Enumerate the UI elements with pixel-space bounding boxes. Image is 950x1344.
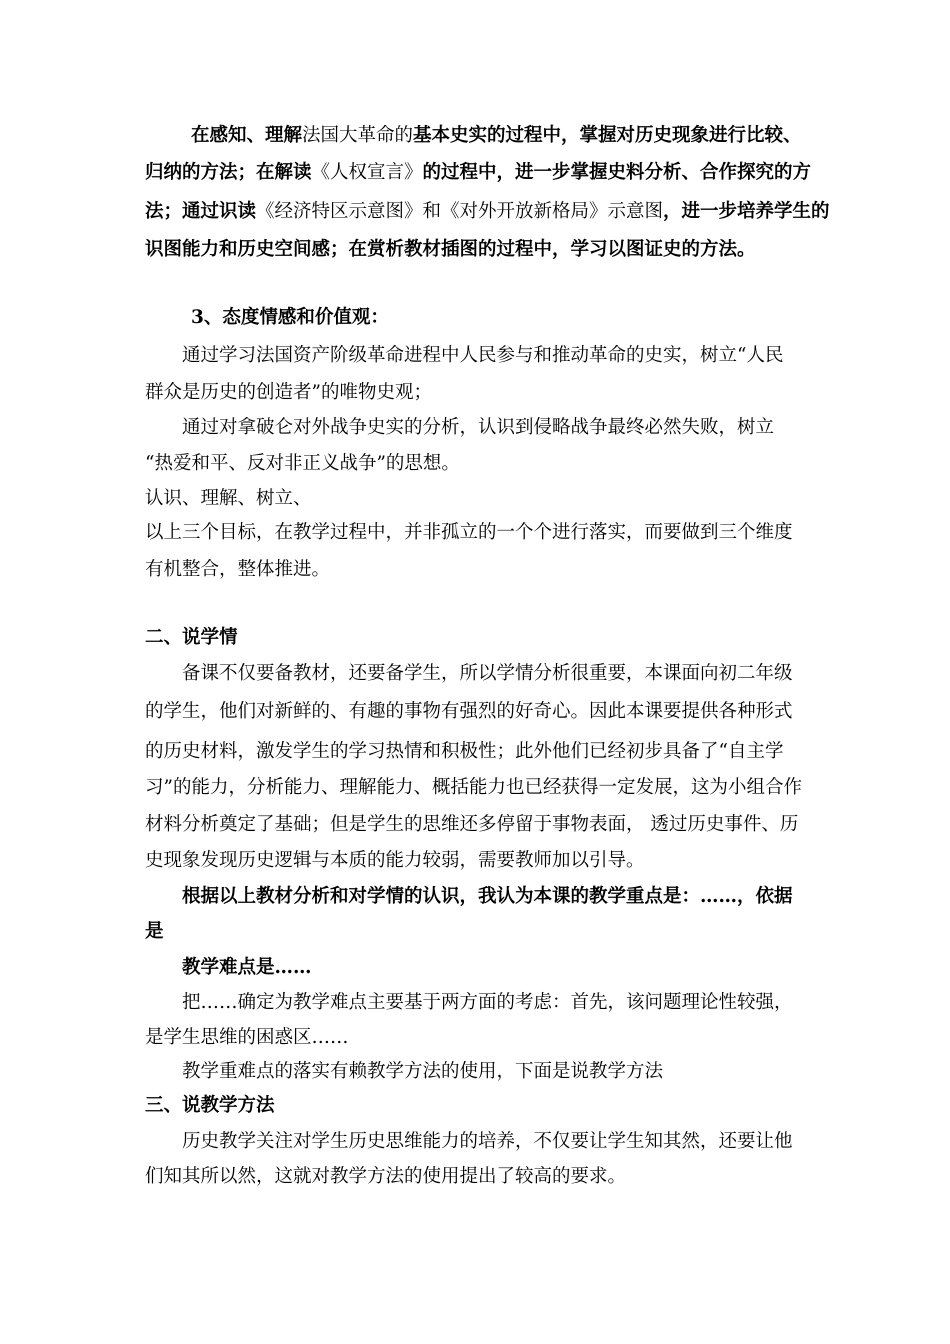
text-line: 备课不仅要备教材，还要备学生，所以学情分析很重要，本课面向初二年级 — [182, 663, 793, 684]
text-line: 通过对拿破仑对外战争史实的分析，认识到侵略战争最终必然失败，树立 — [182, 417, 775, 438]
text-line: 把……确定为教学难点主要基于两方面的考虑：首先，该问题理论性较强， — [182, 992, 793, 1013]
text-span: 的 — [394, 125, 414, 146]
text-span: 的过程中，进一步掌握史料分析、合作探究的方 — [422, 162, 812, 183]
text-line — [191, 124, 802, 148]
text-span: 基本史实的过程中，掌握对历史现象进行比较、 — [413, 125, 802, 146]
section-heading: 三、说教学方法 — [145, 1095, 275, 1116]
text-span: 在感知、理解 — [191, 125, 303, 146]
text-line: 认识、理解、树立、 — [145, 488, 312, 509]
text-span: 《人权宣言》 — [311, 162, 423, 183]
text-line: 有机整合，整体推进。 — [145, 559, 331, 580]
text-span: 《经济特区示意图》和《对外开放新格局》示意图 — [256, 201, 664, 222]
text-line: 是 — [145, 921, 164, 942]
text-line: 的历史材料，激发学生的学习热情和积极性；此外他们已经初步具备了“自主学 — [145, 741, 784, 762]
text-line: 习”的能力，分析能力、理解能力、概括能力也已经获得一定发展，这为小组合作 — [145, 777, 802, 798]
text-line: 根据以上教材分析和对学情的认识，我认为本课的教学重点是：……，依据 — [182, 886, 793, 907]
text-line: 以上三个目标，在教学过程中，并非孤立的一个个进行落实，而要做到三个维度 — [145, 522, 793, 543]
text-line — [145, 161, 811, 185]
text-line: 的学生，他们对新鲜的、有趣的事物有强烈的好奇心。因此本课要提供各种形式 — [145, 701, 793, 722]
text-line: 通过学习法国资产阶级革命进程中人民参与和推动革命的史实，树立“人民 — [182, 345, 784, 366]
text-line: 材料分析奠定了基础；但是学生的思维还多停留于事物表面， 透过历史事件、历 — [145, 814, 799, 835]
text-line: 识图能力和历史空间感；在赏析教材插图的过程中，学习以图证史的方法。 — [145, 239, 756, 260]
text-line: 教学难点是…… — [182, 957, 312, 978]
text-line: 历史教学关注对学生历史思维能力的培养，不仅要让学生知其然，还要让他 — [182, 1131, 793, 1152]
section-heading: 二、说学情 — [145, 627, 238, 648]
text-line — [145, 200, 830, 224]
text-span: 法；通过识读 — [145, 201, 257, 222]
text-line: 是学生思维的困惑区…… — [145, 1027, 349, 1048]
text-line: 群众是历史的创造者”的唯物史观； — [145, 382, 432, 403]
text-span: 法国大革命 — [302, 125, 395, 146]
text-line: 们知其所以然，这就对教学方法的使用提出了较高的要求。 — [145, 1166, 627, 1187]
text-line: “热爱和平、反对非正义战争”的思想。 — [145, 453, 460, 474]
text-span: ，进一步培养学生的 — [663, 201, 830, 222]
text-span: 归纳的方法；在解读 — [145, 162, 312, 183]
text-line: 史现象发现历史逻辑与本质的能力较弱，需要教师加以引导。 — [145, 850, 645, 871]
text-line: 教学重难点的落实有赖教学方法的使用，下面是说教学方法 — [182, 1061, 664, 1082]
subheading: 3、态度情感和价值观： — [191, 307, 389, 328]
